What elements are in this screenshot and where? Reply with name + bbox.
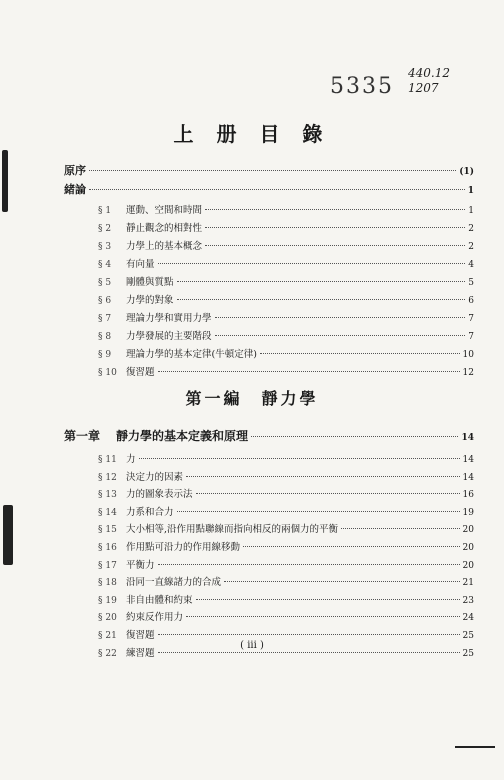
entry-label: 力	[126, 454, 136, 465]
scan-mark	[2, 150, 8, 212]
entry-page: 1	[468, 206, 474, 216]
section-number: § 19	[98, 595, 117, 606]
entry-page: 14	[462, 455, 474, 465]
section-number: § 15	[98, 525, 117, 536]
call-number-code-top: 440.12	[408, 66, 450, 80]
section-number: § 16	[98, 543, 117, 553]
toc-entry	[64, 165, 474, 178]
entry-label: 練習題	[126, 647, 155, 659]
leader-dots	[89, 189, 465, 190]
leader-dots	[158, 263, 466, 264]
entry-label: 原序	[64, 164, 86, 177]
entry-page: 1	[467, 186, 474, 196]
entry-label: 緒論	[64, 183, 86, 196]
entry-page: 14	[462, 472, 474, 483]
toc-entry	[98, 295, 474, 307]
call-number-code-bottom: 1207	[408, 81, 439, 95]
toc-entry	[98, 595, 474, 607]
section-number: § 7	[98, 314, 112, 324]
leader-dots	[196, 493, 460, 494]
toc-entry	[98, 507, 474, 519]
toc-entry	[98, 241, 474, 253]
section-number: § 22	[98, 648, 117, 659]
part-title: 第一編 靜力學	[185, 389, 319, 408]
toc-entry	[98, 472, 474, 484]
entry-page: (1)	[459, 167, 474, 177]
entry-page: 5	[468, 278, 474, 288]
toc-entry	[64, 430, 474, 444]
toc-entry	[98, 313, 474, 325]
leader-dots	[177, 299, 466, 300]
entry-page: 24	[462, 613, 474, 624]
section-number: § 13	[98, 490, 117, 501]
chapter-title: 靜力學的基本定義和原理	[116, 429, 249, 443]
leader-dots	[158, 564, 460, 565]
entry-label: 運動、空間和時間	[126, 205, 203, 216]
entry-page: 20	[462, 543, 474, 553]
toc-entry	[98, 542, 474, 554]
entry-page: 25	[462, 631, 474, 641]
leader-dots	[177, 281, 466, 282]
leader-dots	[186, 616, 460, 617]
entry-label: 有向量	[126, 259, 155, 270]
leader-dots	[243, 546, 460, 547]
entry-label: 靜止觀念的相對性	[126, 223, 203, 234]
entry-page: 23	[462, 595, 474, 606]
page-number: ( iii )	[240, 640, 264, 651]
leader-dots	[205, 209, 465, 210]
toc-entry	[98, 367, 474, 379]
leader-dots	[177, 511, 460, 512]
call-number-main: 5335	[330, 74, 394, 99]
entry-label: 非自由體和約束	[126, 594, 193, 606]
entry-label: 力系和合力	[126, 506, 174, 518]
entry-label: 復習題	[126, 367, 155, 378]
section-number: § 21	[98, 631, 117, 641]
toc-entry	[98, 560, 474, 572]
leader-dots	[158, 652, 460, 653]
section-number: § 12	[98, 472, 117, 483]
leader-dots	[341, 528, 460, 529]
leader-dots	[158, 634, 460, 635]
entry-label: 力學發展的主要階段	[126, 331, 212, 342]
entry-page: 4	[468, 260, 474, 270]
toc-entry	[98, 259, 474, 271]
leader-dots	[205, 245, 465, 246]
entry-page: 16	[462, 490, 474, 501]
entry-page: 20	[462, 525, 474, 536]
entry-label: 沿同一直線諸力的合成	[126, 577, 222, 589]
entry-label: 大小相等,沿作用點聯線而指向相反的兩個力的平衡	[126, 524, 339, 536]
leader-dots	[158, 371, 460, 372]
toc-entry	[98, 454, 474, 466]
toc-entry	[64, 184, 474, 197]
entry-page: 2	[468, 242, 474, 252]
leader-dots	[251, 436, 458, 437]
entry-page: 12	[462, 368, 474, 378]
section-number: § 9	[98, 350, 112, 360]
entry-label: 作用點可沿力的作用線移動	[126, 542, 241, 553]
entry-label: 平衡力	[126, 559, 155, 571]
entry-label: 剛體與質點	[126, 277, 174, 288]
leader-dots	[196, 599, 460, 600]
toc-entry	[98, 577, 474, 589]
entry-page: 10	[462, 350, 474, 360]
section-number: § 20	[98, 613, 117, 624]
toc-entry	[98, 524, 474, 536]
entry-page: 14	[461, 433, 474, 443]
entry-page: 7	[468, 332, 474, 342]
section-number: § 8	[98, 332, 112, 342]
entry-page: 21	[462, 578, 474, 589]
entry-label: 約束反作用力	[126, 612, 184, 624]
leader-dots	[205, 227, 465, 228]
entry-label: 力學上的基本概念	[126, 241, 203, 252]
toc-entry	[98, 223, 474, 235]
leader-dots	[139, 458, 460, 459]
section-number: § 2	[98, 224, 112, 234]
entry-label: 理論力學和實用力學	[126, 313, 212, 324]
section-number: § 5	[98, 278, 112, 288]
section-number: § 18	[98, 578, 117, 589]
section-number: § 1	[98, 206, 112, 216]
section-number: § 17	[98, 560, 117, 571]
toc-entry	[98, 331, 474, 343]
section-number: § 3	[98, 242, 112, 252]
toc-entry	[98, 277, 474, 289]
section-number: § 4	[98, 260, 112, 270]
entry-page: 20	[462, 560, 474, 571]
scan-mark	[455, 746, 495, 748]
toc-entry	[98, 349, 474, 361]
volume-title: 上 册 目 錄	[173, 122, 331, 146]
section-number: § 11	[98, 455, 117, 465]
leader-dots	[89, 170, 456, 171]
section-number: § 14	[98, 507, 117, 518]
call-number	[330, 66, 480, 102]
entry-page: 7	[468, 314, 474, 324]
entry-label: 復習題	[126, 630, 155, 641]
entry-page: 25	[462, 648, 474, 659]
section-number: § 6	[98, 296, 112, 306]
entry-page: 6	[468, 296, 474, 306]
entry-label: 決定力的因素	[126, 471, 184, 483]
toc-entry	[98, 612, 474, 624]
leader-dots	[224, 581, 460, 582]
entry-label: 理論力學的基本定律(牛頓定律)	[126, 349, 257, 360]
leader-dots	[215, 335, 466, 336]
leader-dots	[215, 317, 466, 318]
leader-dots	[260, 353, 460, 354]
toc-entry	[98, 205, 474, 217]
entry-label: 力學的對象	[126, 295, 174, 306]
entry-page: 2	[468, 224, 474, 234]
call-number-code	[408, 66, 450, 96]
chapter-number: 第一章	[64, 429, 101, 443]
entry-label: 力的圖象表示法	[126, 489, 193, 501]
scan-mark	[3, 505, 13, 565]
leader-dots	[186, 476, 460, 477]
toc-entry	[98, 489, 474, 501]
section-number: § 10	[98, 368, 117, 378]
entry-page: 19	[462, 507, 474, 518]
